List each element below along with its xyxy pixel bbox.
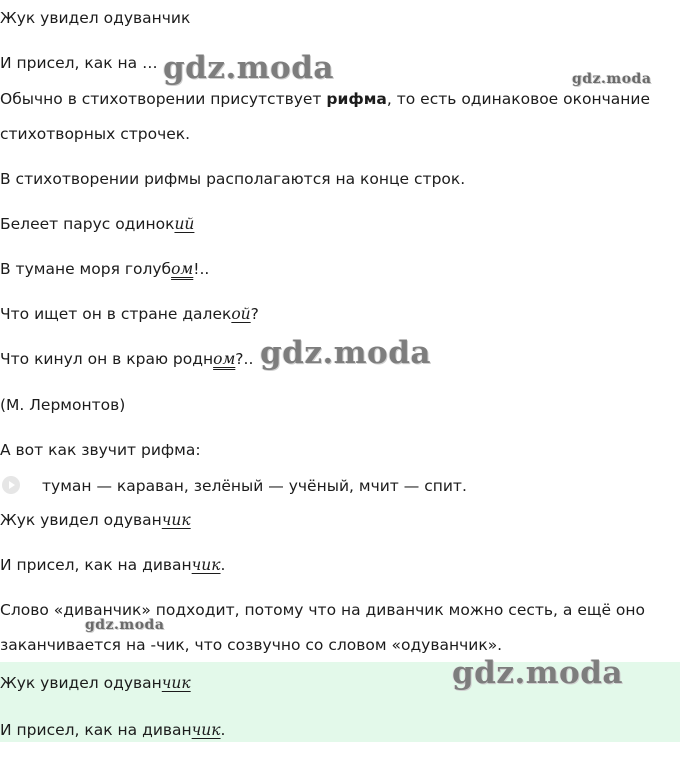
explanation-p1: Обычно в стихотворении присутствует рифма, то есть одинаковое окончание bbox=[0, 90, 651, 108]
watermark: gdz.moda bbox=[163, 50, 334, 86]
rhyme-ending: чик bbox=[161, 674, 191, 692]
poem2-line1: Жук увидел одуванчик bbox=[0, 511, 191, 529]
answer-line1: Жук увидел одуванчик bbox=[0, 674, 191, 692]
lermontov-author: (М. Лермонтов) bbox=[0, 396, 126, 414]
conclusion-line2: заканчивается на -чик, что созвучно со словом «одуванчик». bbox=[0, 636, 503, 654]
audio-text: туман — караван, зелёный — учёный, мчит — спит. bbox=[42, 477, 467, 495]
rhyme-ending: чик bbox=[191, 556, 221, 574]
explanation-p1-line2: стихотворных строчек. bbox=[0, 125, 191, 143]
poem1-line2: И присел, как на … . bbox=[0, 54, 168, 72]
rhyme-ending: чик bbox=[161, 511, 191, 529]
poem2-line2: И присел, как на диванчик. bbox=[0, 556, 226, 574]
lermontov-line1: Белеет парус одинокий bbox=[0, 215, 195, 233]
rhyme-ending: ом bbox=[213, 350, 236, 368]
answer-line2: И присел, как на диванчик. bbox=[0, 721, 226, 739]
rhyme-ending: ой bbox=[231, 305, 251, 323]
watermark: gdz.moda bbox=[85, 617, 165, 633]
rhyme-ending: ом bbox=[171, 260, 194, 278]
lermontov-line4: Что кинул он в краю родном?.. bbox=[0, 350, 254, 368]
rhyme-ending: чик bbox=[191, 721, 221, 739]
lermontov-line3: Что ищет он в стране далекой? bbox=[0, 305, 259, 323]
rhyme-ending: ий bbox=[174, 215, 195, 233]
poem1-line1: Жук увидел одуванчик bbox=[0, 9, 191, 27]
watermark: gdz.moda bbox=[572, 71, 652, 87]
watermark: gdz.moda bbox=[452, 655, 623, 691]
rhyme-sound-title: А вот как звучит рифма: bbox=[0, 441, 201, 459]
explanation-p2: В стихотворении рифмы располагаются на конце строк. bbox=[0, 170, 466, 188]
rhyme-term: рифма bbox=[326, 90, 387, 108]
lermontov-line2: В тумане моря голубом!.. bbox=[0, 260, 210, 278]
play-icon[interactable] bbox=[2, 476, 20, 494]
conclusion-line1: Слово «диванчик» подходит, потому что на диванчик можно сесть, а ещё оно bbox=[0, 601, 646, 619]
watermark: gdz.moda bbox=[260, 335, 431, 371]
